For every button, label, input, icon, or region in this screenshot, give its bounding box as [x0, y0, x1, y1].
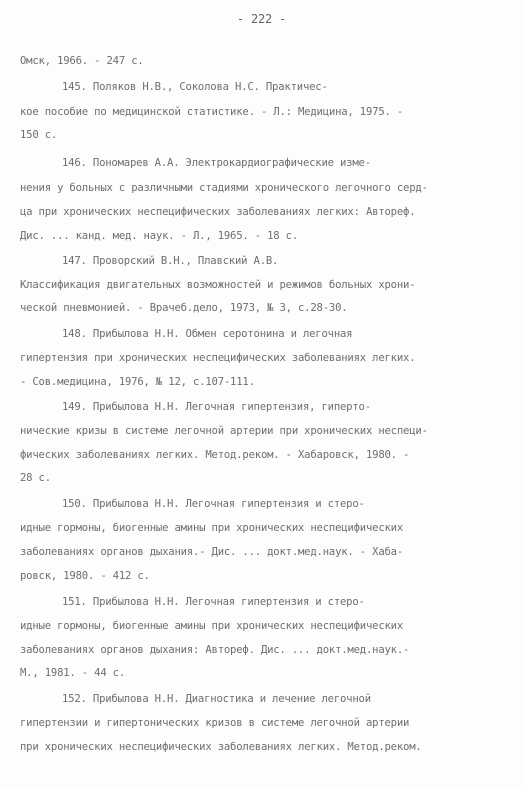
text-line: нические кризы в системе легочной артерии при хронических неспеци-	[20, 425, 428, 437]
text-line: идные гормоны, биогенные амины при хронических неспецифических	[20, 522, 404, 534]
bib-entry-152-line-1: 152. Прибылова Н.Н. Диагностика и лечение легочной	[62, 693, 371, 705]
bib-entry-151-line-1: 151. Прибылова Н.Н. Легочная гипертензия и стеро-	[62, 596, 365, 608]
bib-entry-147-line-1: 147. Проворский В.Н., Плавский А.В.	[62, 255, 279, 267]
text-line: Классификация двигательных возможностей и режимов больных хрони-	[20, 279, 416, 291]
text-line: ца при хронических неспецифических заболеваниях легких: Автореф.	[20, 206, 416, 218]
text-line: М., 1981. - 44 с.	[20, 667, 126, 679]
text-line: Омск, 1966. - 247 с.	[20, 55, 144, 67]
text-line: ровск, 1980. - 412 с.	[20, 570, 150, 582]
text-line: кое пособие по медицинской статистике. - Л.: Медицина, 1975. -	[20, 106, 404, 118]
text-line: заболеваниях органов дыхания: Автореф. Дис. ... докт.мед.наук.-	[20, 644, 410, 656]
bib-entry-149-line-1: 149. Прибылова Н.Н. Легочная гипертензия, гиперто-	[62, 401, 371, 413]
text-line: гипертензии и гипертонических кризов в системе легочной артерии	[20, 717, 410, 729]
text-line: Дис. ... канд. мед. наук. - Л., 1965. - 18 с.	[20, 230, 299, 242]
text-line: гипертензия при хронических неспецифических заболеваниях легких.	[20, 352, 416, 364]
page-number: - 222 -	[236, 12, 287, 26]
text-line: фических заболеваниях легких. Метод.реком. - Хабаровск, 1980. -	[20, 449, 410, 461]
text-line: идные гормоны, биогенные амины при хронических неспецифических	[20, 620, 404, 632]
text-line: 150 с.	[20, 129, 58, 141]
text-line: заболеваниях органов дыхания.- Дис. ... докт.мед.наук. - Хаба-	[20, 546, 404, 558]
bib-entry-148-line-1: 148. Прибылова Н.Н. Обмен серотонина и легочная	[62, 328, 353, 340]
text-line: нения у больных с различными стадиями хронического легочного серд-	[20, 182, 428, 194]
bib-entry-150-line-1: 150. Прибылова Н.Н. Легочная гипертензия и стеро-	[62, 498, 365, 510]
text-line: при хронических неспецифических заболеваниях легких. Метод.реком.	[20, 741, 422, 753]
text-line: ческой пневмонией. - Врачеб.дело, 1973, № 3, с.28-30.	[20, 302, 348, 314]
text-line: 28 с.	[20, 472, 51, 484]
bib-entry-145-line-1: 145. Поляков Н.В., Соколова Н.С. Практичес-	[62, 81, 328, 93]
bib-entry-146-line-1: 146. Пономарев А.А. Электрокардиографические изме-	[62, 157, 371, 169]
text-line: - Сов.медицина, 1976, № 12, с.107-111.	[20, 376, 255, 388]
